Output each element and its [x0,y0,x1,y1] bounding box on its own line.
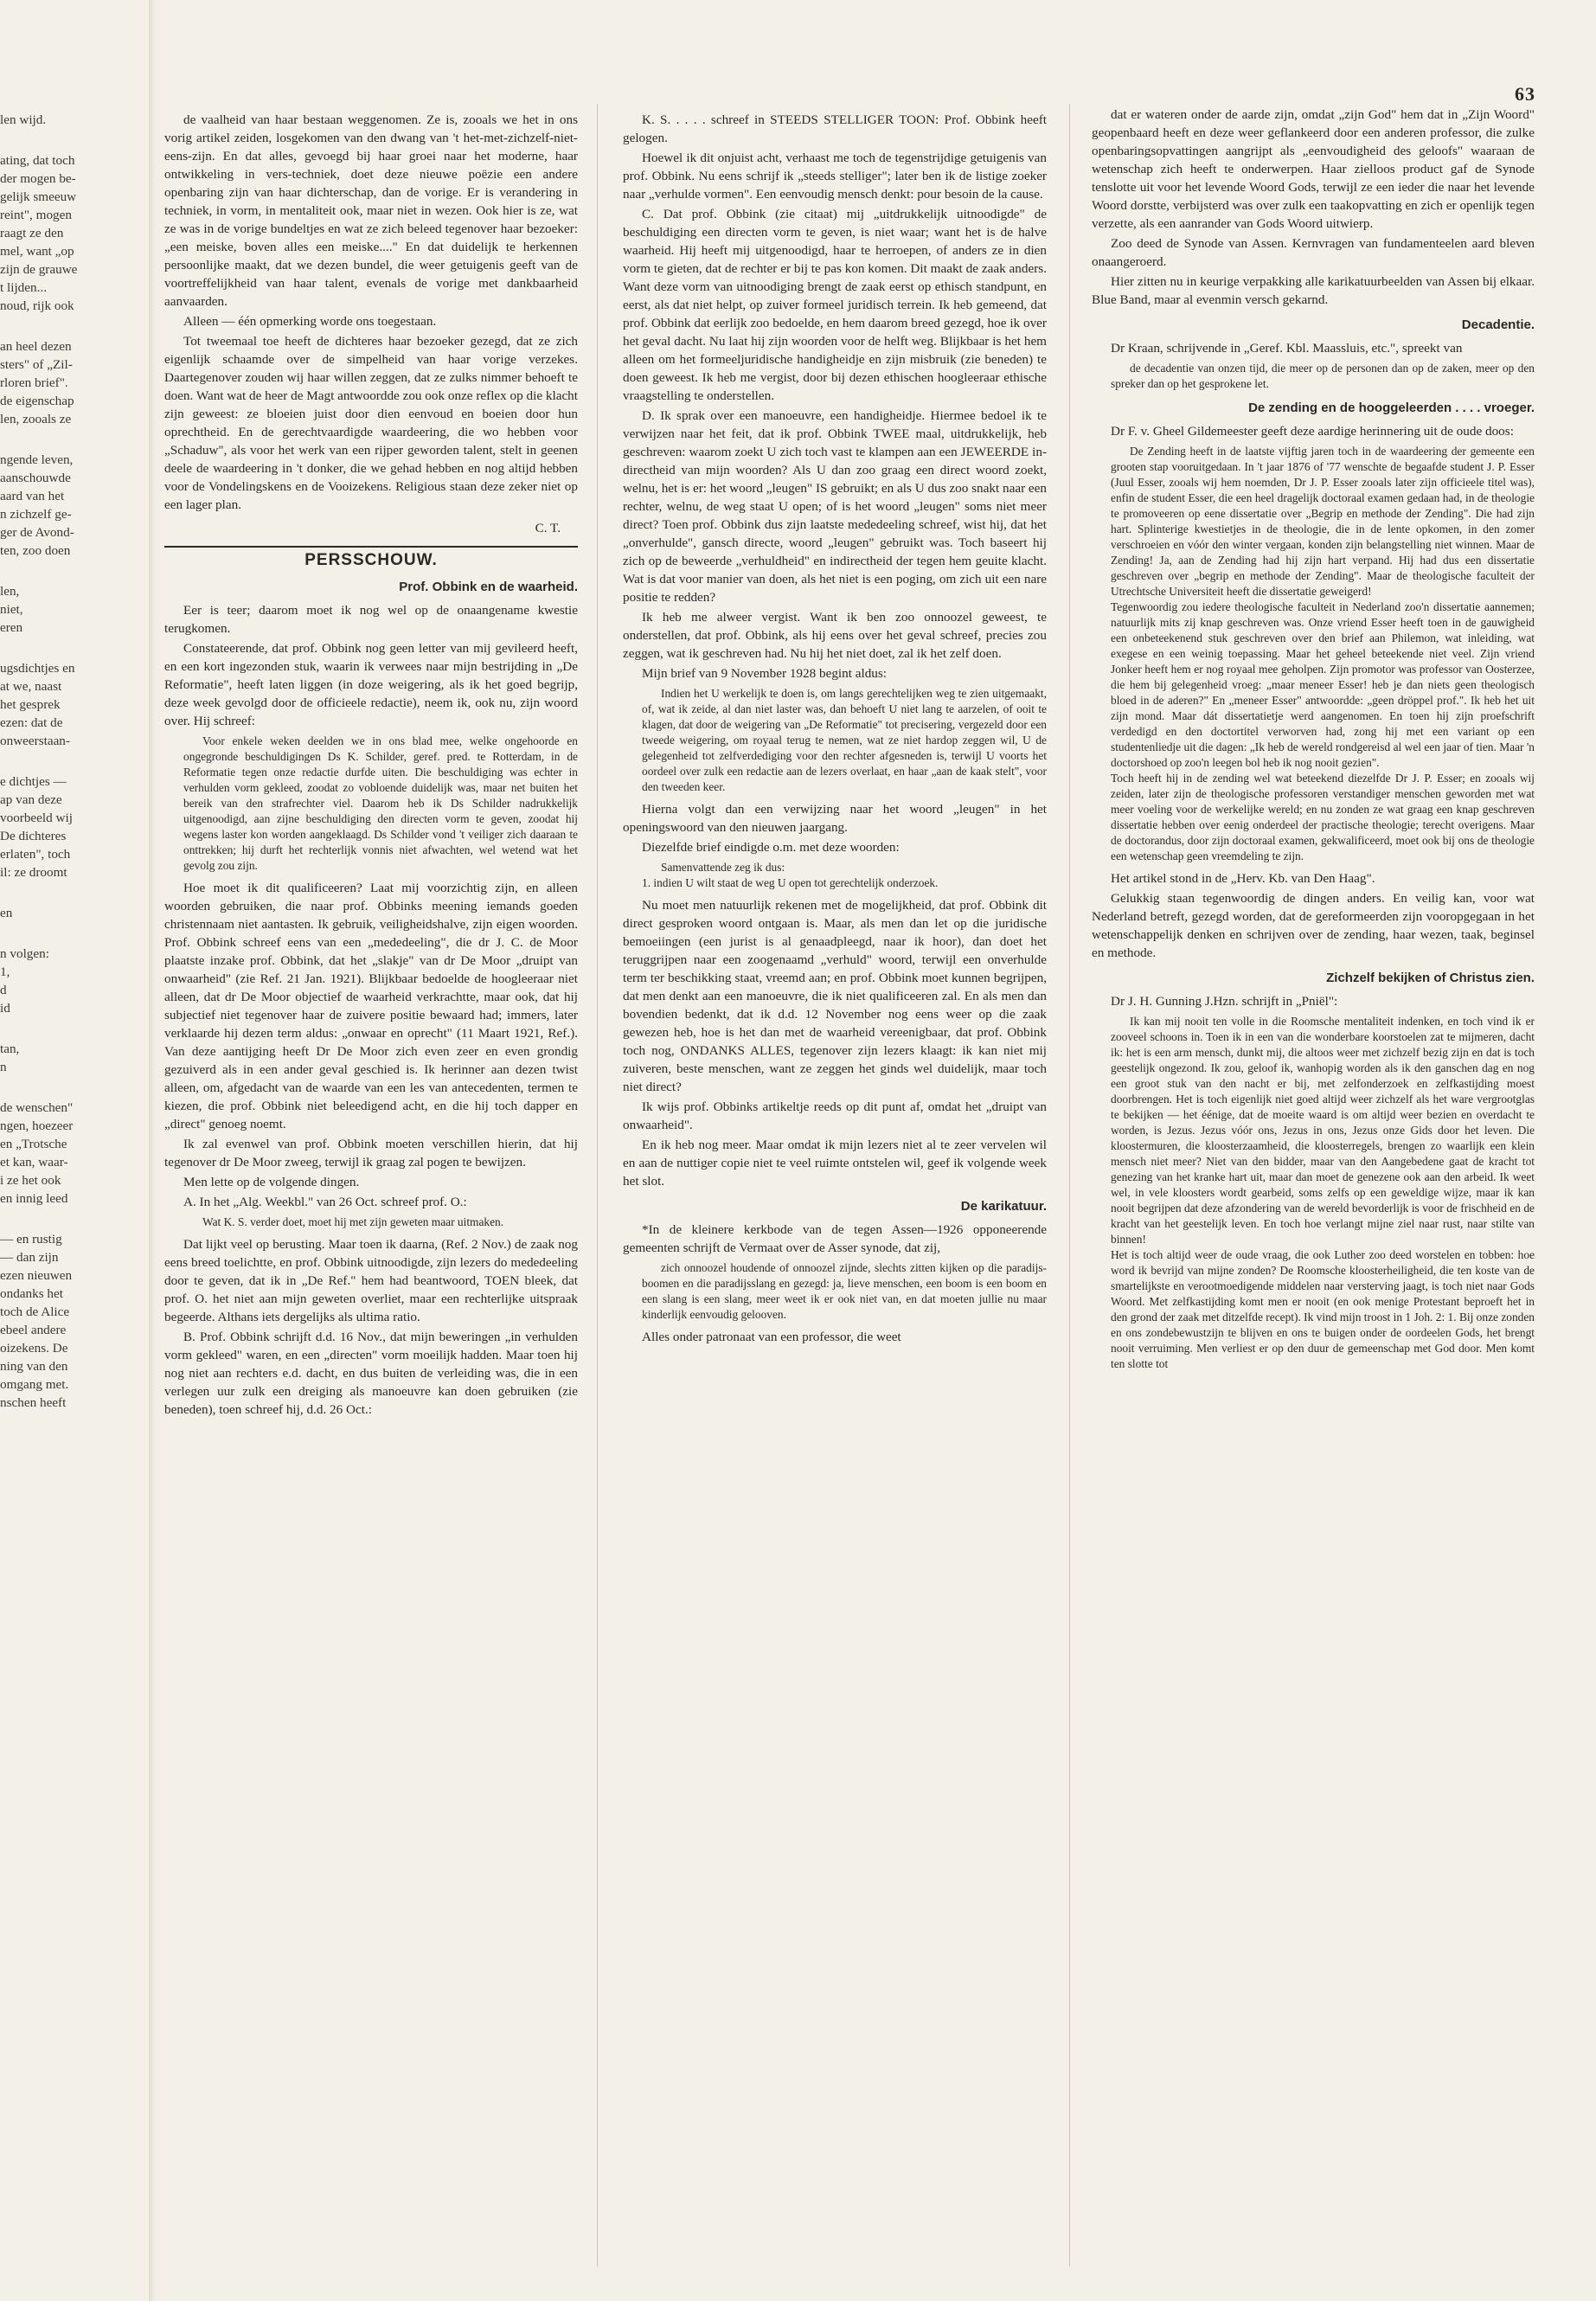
paragraph: Dr Kraan, schrijvende in „Geref. Kbl. Maassluis, etc.", spreekt van [1111,341,1463,356]
col2-paragraphs-a [623,111,1047,683]
paragraph: Mijn brief van 9 November 1928 begint aldus: [642,666,888,681]
paragraph: n volgen: 1, d id [0,946,49,1016]
col1-paragraphs-a [164,601,578,730]
quote-block: Samenvattende zeg ik dus: 1. indien U wilt staat de weg U open tot gerechtelijk onderzoek. [642,861,939,889]
quote-block: Ik kan mij nooit ten volle in die Roomsche mentaliteit indenken, en toch vind ik er zooveel schoons in. Toen ik in een van die wonderbare koorstoelen zat te mijmeren, dacht ik: het is een arm mensch, dunkt mij, die altoos weer met zichzelf bezig zijn en dat is toch geestelijk ongezond. Ik zou, geloof ik, wanhopig worden als ik den ganschen dag en nog een groot stuk van den nacht er bij, met zelfonderzoek en zelfkastijding moest doorbrengen. Het is toch eigenlijk niet goed altijd weer zichzelf als het ware vergrootglas te bekijken — het éénige, dat de moeite waard is om altijd weer bezien en overdacht te worden, is Jezus. Jezus vóór ons, Jezus in ons, Jezus onze Gids door het leven. Die kloostermuren, die kloosterzaamheid, die kloosterregels, brengen zo waarlijk een klein mensch niet meer? Niet van den bidder, maar van den Aangebedene gaat de kracht tot genezing van het kranke hart uit, maar dan moet de genezene ook aan den arbeid. Ik weet wel, in vele kloosters wordt gearbeid, soms zelfs op een geweldige wijze, maar ik kan nooit begrijpen dat deze afzondering van de wereld bevorderlijk is voor de frischheid en de kracht van het geestelijk leven. En toch hoe verlangt mijne ziel naar rust, naar stilte van binnen! Het is toch altijd weer de oude vraag, die ook Luther zoo deed worstelen en tobben: hoe word ik bevrijd van mijne zonden? De Roomsche kloosterheiligheid, die ten koste van de smartelijkste en verootmoedigende middelen naar versterving jaagt, is toch niet naar Gods Woord. Met zelfkastijding komt men er nooit (en ook menige Protestant beproeft het in den grond der zaak met ditzelfde recept). Ik vind mijn troost in 1 Joh. 2: 1. Bij onze zonden en ons zondebewustzijn te blijven en ons te buigen onder de oordeelen Gods, het brengt nooit verruiming. Men verliest er op den duur de gemeenschap met God door. Men komt ten slotte tot [1111,1015,1535,1370]
paragraph: Hier zitten nu in keurige verpakking alle karikatuurbeelden van Assen bij elkaar. Blue Band, maar al evenmin versch gekarnd. [1092,274,1535,307]
col3-opening [1092,106,1535,309]
quote-block: Indien het U werkelijk te doen is, om langs gerechtelijken weg te zien uitgemaakt, of, wat ik zeide, al dan niet laster was, dan behoeft U niet lang te aarzelen, of ooit te klagen, dat door de weigering van „De Reformatie" tot precisering, vergezeld door een tweede weigering, om royaal terug te nemen, wat ze niet hardop zeggen wil, U de gelegenheid tot zelfverdediging voor den rechter afgesneden is, terwijl U voorts het oordeel over zulk een redactie aan de lezers overlaat, en haar „aan de kaak stelt", voor den tweeden keer. [642,687,1047,793]
section-rule [164,546,578,548]
paragraph: ngende leven, aanschouwde aard van het n zichzelf ge- ger de Avond- ten, zoo doen [0,452,74,558]
paragraph: an heel dezen sters" of „Zil- rloren brief". de eigenschap len, zooals ze [0,339,74,426]
paragraph: len, niet, eren [0,584,23,635]
paragraph: Ik heb me alweer vergist. Want ik ben zoo onnoozel geweest, te onderstellen, dat prof. Obbink, als hij eens over het geval schreef, precies zou zeggen, wat ik geschreven had. Nu hij het niet doet, zal ik het zelf doen. [623,610,1047,661]
paragraph: e dichtjes — ap van deze voorbeeld wij De dichteres erlaten", toch il: ze droomt [0,774,73,880]
col1-paragraphs-c [164,1235,578,1419]
page-fold-shadow [149,0,156,2301]
paragraph: Ik zal evenwel van prof. Obbink moeten verschillen hierin, dat hij tegenover dr De Moor zweeg, terwijl ik graag zal pogen te bewijzen. [164,1137,578,1170]
paragraph: ugsdichtjes en at we, naast het gesprek ezen: dat de onweerstaan- [0,661,75,748]
sub-heading-karikatuur: De karikatuur. [960,1199,1047,1214]
paragraph: ating, dat toch der mogen be- gelijk smeeuw reint", mogen raagt ze den mel, want „op zijn de grauwe t lijden... noud, rijk ook [0,153,78,313]
col2-paragraphs-c [623,896,1047,1190]
quote-block: zich onnoozel houdende of onnoozel zijnde, slechts zitten kijken op die paradijs-boomen en die paradijsslang en gezegd: ja, lieve menschen, een boom is een boom en een slang is een slang, meer weet ik er ook niet van, en dat moeten jullie nu maar kinderlijk eenvoudig gelooven. [642,1261,1047,1321]
paragraph: Tot tweemaal toe heeft de dichteres haar bezoeker gezegd, dat ze zich eigenlijk schaamde over de simpelheid van haar vorige verzekes. Daartegenover zouden wij haar willen zeggen, dat ze zulks nimmer behoeft te doen. Want wat de heer de Magt antwoordde zou ook onze reflex op die klacht zijn geweest: ze bloeien juist door dien eenvoud en boeien door hun oprechtheid. En de gerechtvaardigde waardeering, die wo hebben voor „Schaduw", als voor het werk van een rijper geworden talent, stelt in geenen deele de waardeering in 't donker, die we gehad hebben en nog altijd hebben voor de Vondelingskens en de Vooizekens. Religious staan deze zeker niet op een lager plan. [164,334,578,512]
paragraph: Dr J. H. Gunning J.Hzn. schrijft in „Pniël": [1111,994,1338,1009]
col3-paragraphs-d [1092,992,1535,1010]
paragraph: Eer is teer; daarom moet ik nog wel op de onaangename kwestie terugkomen. [164,603,578,636]
column-3 [1092,106,1535,2259]
paragraph: Constateerende, dat prof. Obbink nog geen letter van mij gevileerd heeft, en een kort ingezonden stuk, waarin ik verwees naar mijn bestrijding in „De Reformatie", heeft laten liggen (in doze weigering, als ik het goed begrijp, deze week gevolgd door de officieele redactie), neem ik, ook nu, zijn woord over. Hij schreef: [164,641,578,728]
paragraph: A. In het „Alg. Weekbl." van 26 Oct. schreef prof. O.: [183,1195,467,1209]
col3-paragraphs-b [1092,422,1535,440]
paragraph: len wijd. [0,112,47,127]
paragraph: *In de kleinere kerkbode van de tegen Assen—1926 opponeerende gemeenten schrijft de Vermaat over de Asser synode, dat zij, [623,1222,1047,1255]
paragraph: C. Dat prof. Obbink (zie citaat) mij „uitdrukkelijk uitnoodigde" de beschuldiging een directen vorm te geven, is niet waar; want het is de halve waarheid. Hij heeft mij uitgenoodigd, haar te herroepen, of anders ze in dien vorm te gieten, dat de rechter er bij te pas kon komen. Dit maakt de zaak anders. Want deze vorm van uitnoodiging brengt de zaak eerst op ethisch standpunt, en eerst, als dat niet helpt, op zuiver formeel juridisch terrein. Ik heb gemeend, dat prof. Obbink dat eerlijk zoo bedoelde, en hem daarom breed gezegd, hoe ik over het geval dacht. Nu laat hij zijn woorden voor de helft weg. Blijkbaar is het hem alleen om het formeeljuridische handigheidje en zijn misbruik (zie beneden) te doen geweest. Ik heb me vergist, door bij dezen ethischen hoogleeraar ethische vraagstelling te onderstellen. [623,207,1047,403]
paragraph: tan, n [0,1042,20,1074]
sub-heading-obbink: Prof. Obbink en de waarheid. [399,580,578,594]
paragraph: K. S. . . . . schreef in STEEDS STELLIGER TOON: Prof. Obbink heeft gelogen. [623,112,1047,145]
sub-heading-zending: De zending en de hooggeleerden . . . . vroeger. [1248,401,1535,415]
paragraph: dat er wateren onder de aarde zijn, omdat „zijn God" hem dat in „Zijn Woord" geopenbaard heeft en deze weer geflankeerd door een anderen professor, die zulke openbaringsopvattingen aangrijpt als „eenvoudigheid des geloofs" waaraan de wetenschap zich heeft te onderwerpen. Haar zielloos product gaf de Synode tenslotte uit voor het levende Woord Gods, terwijl ze een ieder die naar het levende Woord dorstte, verbijsterd was over zulk een taakopvatting en zich er openlijk tegen verzette, als een aanrander van Gods Woord uitwierp. [1092,107,1535,231]
paragraph: Dr F. v. Gheel Gildemeester geeft deze aardige herinnering uit de oude doos: [1111,424,1514,439]
col2-paragraphs-b [623,800,1047,856]
column-2 [623,111,1047,2265]
col2-paragraphs-d [623,1221,1047,1257]
col3-paragraphs-c [1092,869,1535,962]
section-title: PERSSCHOUW. [304,551,438,569]
column-divider [597,104,598,2266]
article-signature: C. T. [535,521,561,535]
paragraph: Hoe moet ik dit qualificeeren? Laat mij voorzichtig zijn, en alleen woorden gebruiken, die naar prof. Obbinks meening iemands goeden christennaam niet aantasten. Ik gebruik, veiligheidshalve, zijn eigen woorden. Prof. Obbink schreef eens van een „mededeeling", die dr J. C. de Moor plaatste inzake prof. Obbink, dat het „slakje" van dr De Moor „druipt van onwaarheid" (zie Ref. 21 Jan. 1921). Blijkbaar bedoelde de hoogleeraar niet alleen, dat dr De Moor objectief de waarheid verkrachtte, maar ook, dat hij subjectief niet tegenover haar de zuivere positie bewaard had; immers, later verklaarde hij dezen term aldus: „onwaar en oprecht" (11 Maart 1921, Ref.). Van deze aantijging heeft Dr De Moor zich even zeer en even grondig gezuiverd als in een ander geval geschied is. Ik herinner aan dezen twist alleen, om, afgedacht van de waarde van een les van antecedenten, termen te kiezen, die prof. Obbink niet beleedigend acht, en die hij toch dapper en „direct" genoeg noemt. [164,881,578,1131]
paragraph: Hoewel ik dit onjuist acht, verhaast me toch de tegenstrijdige getuigenis van prof. Obbink. Nu eens schrijf ik „steeds stelliger"; later ben ik de listige zoeker naar „verhulde vormen". Een eenvoudig mensch denkt: pour besoin de la cause. [623,151,1047,202]
paragraph: En ik heb nog meer. Maar omdat ik mijn lezers niet al te zeer vervelen wil en aan de nuttiger copie niet te veel ruimte ontstelen wil, geef ik volgende week het slot. [623,1138,1047,1189]
paragraph: Gelukkig staan tegenwoordig de dingen anders. En veilig kan, voor wat Nederland betreft, gezegd worden, dat de gereformeerden zijn vooropgegaan in het wetenschappelijk denken en schrijven over de zending, haar wezen, taak, beginsel en methode. [1092,891,1535,960]
col1-paragraphs-b [164,879,578,1211]
paragraph: de wenschen" ngen, hoezeer en „Trotsche et kan, waar- i ze het ook en innig leed [0,1100,74,1206]
paragraph: Het artikel stond in de „Herv. Kb. van Den Haag". [1111,871,1375,886]
page-number: 63 [1515,83,1535,105]
quote-block: De Zending heeft in de laatste vijftig jaren toch in de waardeering der gemeente een grooten stap vooruitgedaan. In 't jaar 1876 of '77 wenschte de begaafde student J. P. Esser (Juul Esser, zooals wij hem noemden, Dr J. P. Esser zooals later zijn officieele titel was), enfin de student Esser, die een heel dragelijk doctoraal examen gedaan had, in de theologie te promoveeren op eene dissertatie over „Begrip en methode der Zending". Die had zijn hart. Splinterige kwestietjes in de theologie, die in de lente opkomen, in den zomer verschroeien en vóór den winter vergaan, konden zijn belangstelling niet winnen. Maar de Zending! Ja, aan de Zending had hij zijn hart verpand. Hij had dus een dissertatie geschreven over „begrip en methode der Zending". Maar de theologische faculteit der Utrechtsche Universiteit heeft die dissertatie geweigerd! Tegenwoordig zou iedere theologische faculteit in Nederland zoo'n dissertatie aannemen; natuurlijk mits zij knap geschreven was. Onze vriend Esser heeft toen in de gauwigheid een onbeteekenend stuk geschreven over den brief aan Philemon, wat inleiding, wat exegese en een weinig toepassing. Maar het geheel beteekende niet veel. Zijn vriend Jonker heeft hem er nog royaal mee geholpen. Zijn promotor was professor van Oosterzee, die hem bij gelegenheid vroeg: „maar meneer Esser! heb je dan niets geen theologisch bloed in de aderen?" En „meneer Esser" antwoordde: „geen dröppel prof.". Ik heb het uit zijn mond. Maar dát dissertatietje werd aangenomen. En toen hij zijn proefschrift verdedigd en den doctortitel verworven had, zong hij met een variant op een studentenliedje uit die dagen: „Ik heb de wereld rondgereisd al wel een jaar of tien. Maar 'n doctorshoed op zoo'n leegen bol heb ik nog nooit gezien". Toch heeft hij in de zending wel wat beteekend diezelfde Dr J. P. Esser; en zooals wij zeiden, later zijn de theologische professoren verstandiger menschen geworden met wat meer voeling voor de werkelijke wereld; en nu zonden ze wat graag een knap geschreven dissertatie hebben over eenig onderdeel der practische theologie; terecht overigens. Maar de doctorandus, door zijn doctoraal examen, gekwalificeerd, moet ook bij ons de theologie een wetenschap geen vreemdeling te zijn. [1111,445,1535,862]
quote-block: Wat K. S. verder doet, moet hij met zijn geweten maar uitmaken. [202,1215,504,1228]
quote-block: de decadentie van onzen tijd, die meer op de personen dan op de zaken, meer op den spreker dan op het gesprokene let. [1111,362,1535,390]
paragraph: Men lette op de volgende dingen. [183,1175,360,1189]
left-fragment-column [0,111,119,2265]
col2-paragraphs-e [623,1328,1047,1346]
paragraph: Dat lijkt veel op berusting. Maar toen ik daarna, (Ref. 2 Nov.) de zaak nog eens breed toelichtte, en prof. Obbink uitnoodigde, zijn lezers do mededeeling door te geven, dat ik in „De Ref." hem had beantwoord, TOEN bleek, dat prof. O. het niet aan mijn geweten overliet, maar een rechterlijke uitspraak begeerde. Althans iets dergelijks als ultima ratio. [164,1237,578,1324]
paragraph: B. Prof. Obbink schrijft d.d. 16 Nov., dat mijn beweringen „in verhulden vorm gekleed" waren, en een „directen" vorm moeilijk hadden. Maar toen hij nog niet aan rechters e.d. dacht, en dus buiten de verleiding was, die in een verlegen uur zulk een dreiging als manoeuvre kan doen gebruiken (zie beneden), toen schreef hij, d.d. 26 Oct.: [164,1330,578,1417]
sub-heading-decadentie: Decadentie. [1461,317,1535,332]
paragraph: Ik wijs prof. Obbinks artikeltje reeds op dit punt af, omdat het „druipt van onwaarheid". [623,1099,1047,1132]
quote-block: Voor enkele weken deelden we in ons blad mee, welke ongehoorde en ongegronde beschuldigingen Ds K. Schilder, geref. pred. te Rotterdam, in de Reformatie tegen onze redactie durfde uiten. Die beschuldiging was echter in verhulden vorm gekleed, zoodat zo vobloende duidelijk was, maar net buiten het bereik van den strafrechter viel. Daarom heb ik Ds Schilder nadrukkelijk uitgenoodigd, aan zijne beschuldiging den directen vorm te geven, zoodat hij wegens laster kon worden aangeklaagd. Ds Schilder vond 't veiliger zich daaraan te onttrekken; hij durft het rechterlijk vonnis niet afwachten, wel wetend wat het gevolg zou zijn. [183,734,578,872]
paragraph: Zoo deed de Synode van Assen. Kernvragen van fundamenteelen aard bleven onaangeroerd. [1092,236,1535,269]
col1-opening [164,111,578,514]
paragraph: en [0,906,13,920]
paragraph: Alleen — één opmerking worde ons toegestaan. [183,314,437,329]
paragraph: Nu moet men natuurlijk rekenen met de mogelijkheid, dat prof. Obbink dit direct gesproken woord ontgaan is. Maar, als men dan let op die juridische bemoeiingen (een jurist is al genaadpleegd, naar ik hoor), dan doet het teruggrijpen naar een zoogenaamd „verhuld" woord, terwijl een onverhulde term ter beschikking staat, vreemd aan; en prof. Obbink moet kunnen begrijpen, dat men denkt aan een manoeuvre, die ik niet qualificeeren zal. En als men dan bovendien bedenkt, dat ik d.d. 12 November nog eens weer op die zaak gewezen heb, hoe is het dan met de waarheid vereenigbaar, dat prof. Obbink toch nog, ONDANKS ALLES, tegenover zijn lezers klaagt: ik kan niet mij zuiveren, beste menschen, want ze zeggen het ginds wel duidelijk, maar toch niet direct? [623,898,1047,1094]
paragraph: D. Ik sprak over een manoeuvre, een handigheidje. Hiermee bedoel ik te verwijzen naar het feit, dat ik prof. Obbink TWEE maal, uitdrukkelijk, heb geschreven: waarom zoekt U zich toch vast te klampen aan een JEWEERDE in-directheid van mijn woorden? Als U dan zoo graag een direct woord zoekt, welnu, het is er: het woord „leugen" IS gebruikt; en als U dus zoo snakt naar een rechter, welnu, de weg staat U open; of is het woord „leugen" soms niet meer direct? Toen prof. Obbink dus zijn laatste mededeeling schreef, wist hij, dat het „onverhulde", gansch directe, woord „leugen" gebruikt was. Toch baseert hij zich op de beweerde „verhuldheid" en indirectheid der tegen hem geuite klacht. Wat is dat voor manier van doen, als het niet is een poging, om zich uit een nare positie te redden? [623,408,1047,605]
column-divider [1069,104,1070,2266]
col3-paragraphs-a [1092,339,1535,357]
paragraph: Hierna volgt dan een verwijzing naar het woord „leugen" in het openingswoord van den nieuwen jaargang. [623,802,1047,835]
paragraph: Diezelfde brief eindigde o.m. met deze woorden: [642,840,900,855]
paragraph: de vaalheid van haar bestaan weggenomen. Ze is, zooals we het in ons vorig artikel zeiden, losgekomen van den dwang van 't het-met-zichzelf-niet-eens-zijn. En dat alles, gevoegd bij haar groei naar het moderne, haar ontwikkeling in vers-techniek, doet deze nieuwe poëzie een andere openbaring zijn van haar dichterschap, dan de vorige. Er is verandering in techniek, in vorm, in mentaliteit ook, maar niet in wezen. Ook hier is ze, wat ze was in de vorige bundeltjes en wat ze zich beleed tegenover haar bezoeker: „een meiske, boven alles een meiske...." En dat duidelijk te herkennen persoonlijke maakt, dat we dezen bundel, die weer getuigenis geeft van de voortreffelijkheid van haar talent, evenals de vorige met dankbaarheid aanvaarden. [164,112,578,309]
column-1 [164,111,578,2265]
paragraph: Alles onder patronaat van een professor, die weet [642,1330,901,1344]
sub-heading-christus: Zichzelf bekijken of Christus zien. [1326,971,1535,985]
paragraph: — en rustig — dan zijn ezen nieuwen ondanks het toch de Alice ebeel andere oizekens. De ning van den omgang met. nschen heeft [0,1232,73,1410]
